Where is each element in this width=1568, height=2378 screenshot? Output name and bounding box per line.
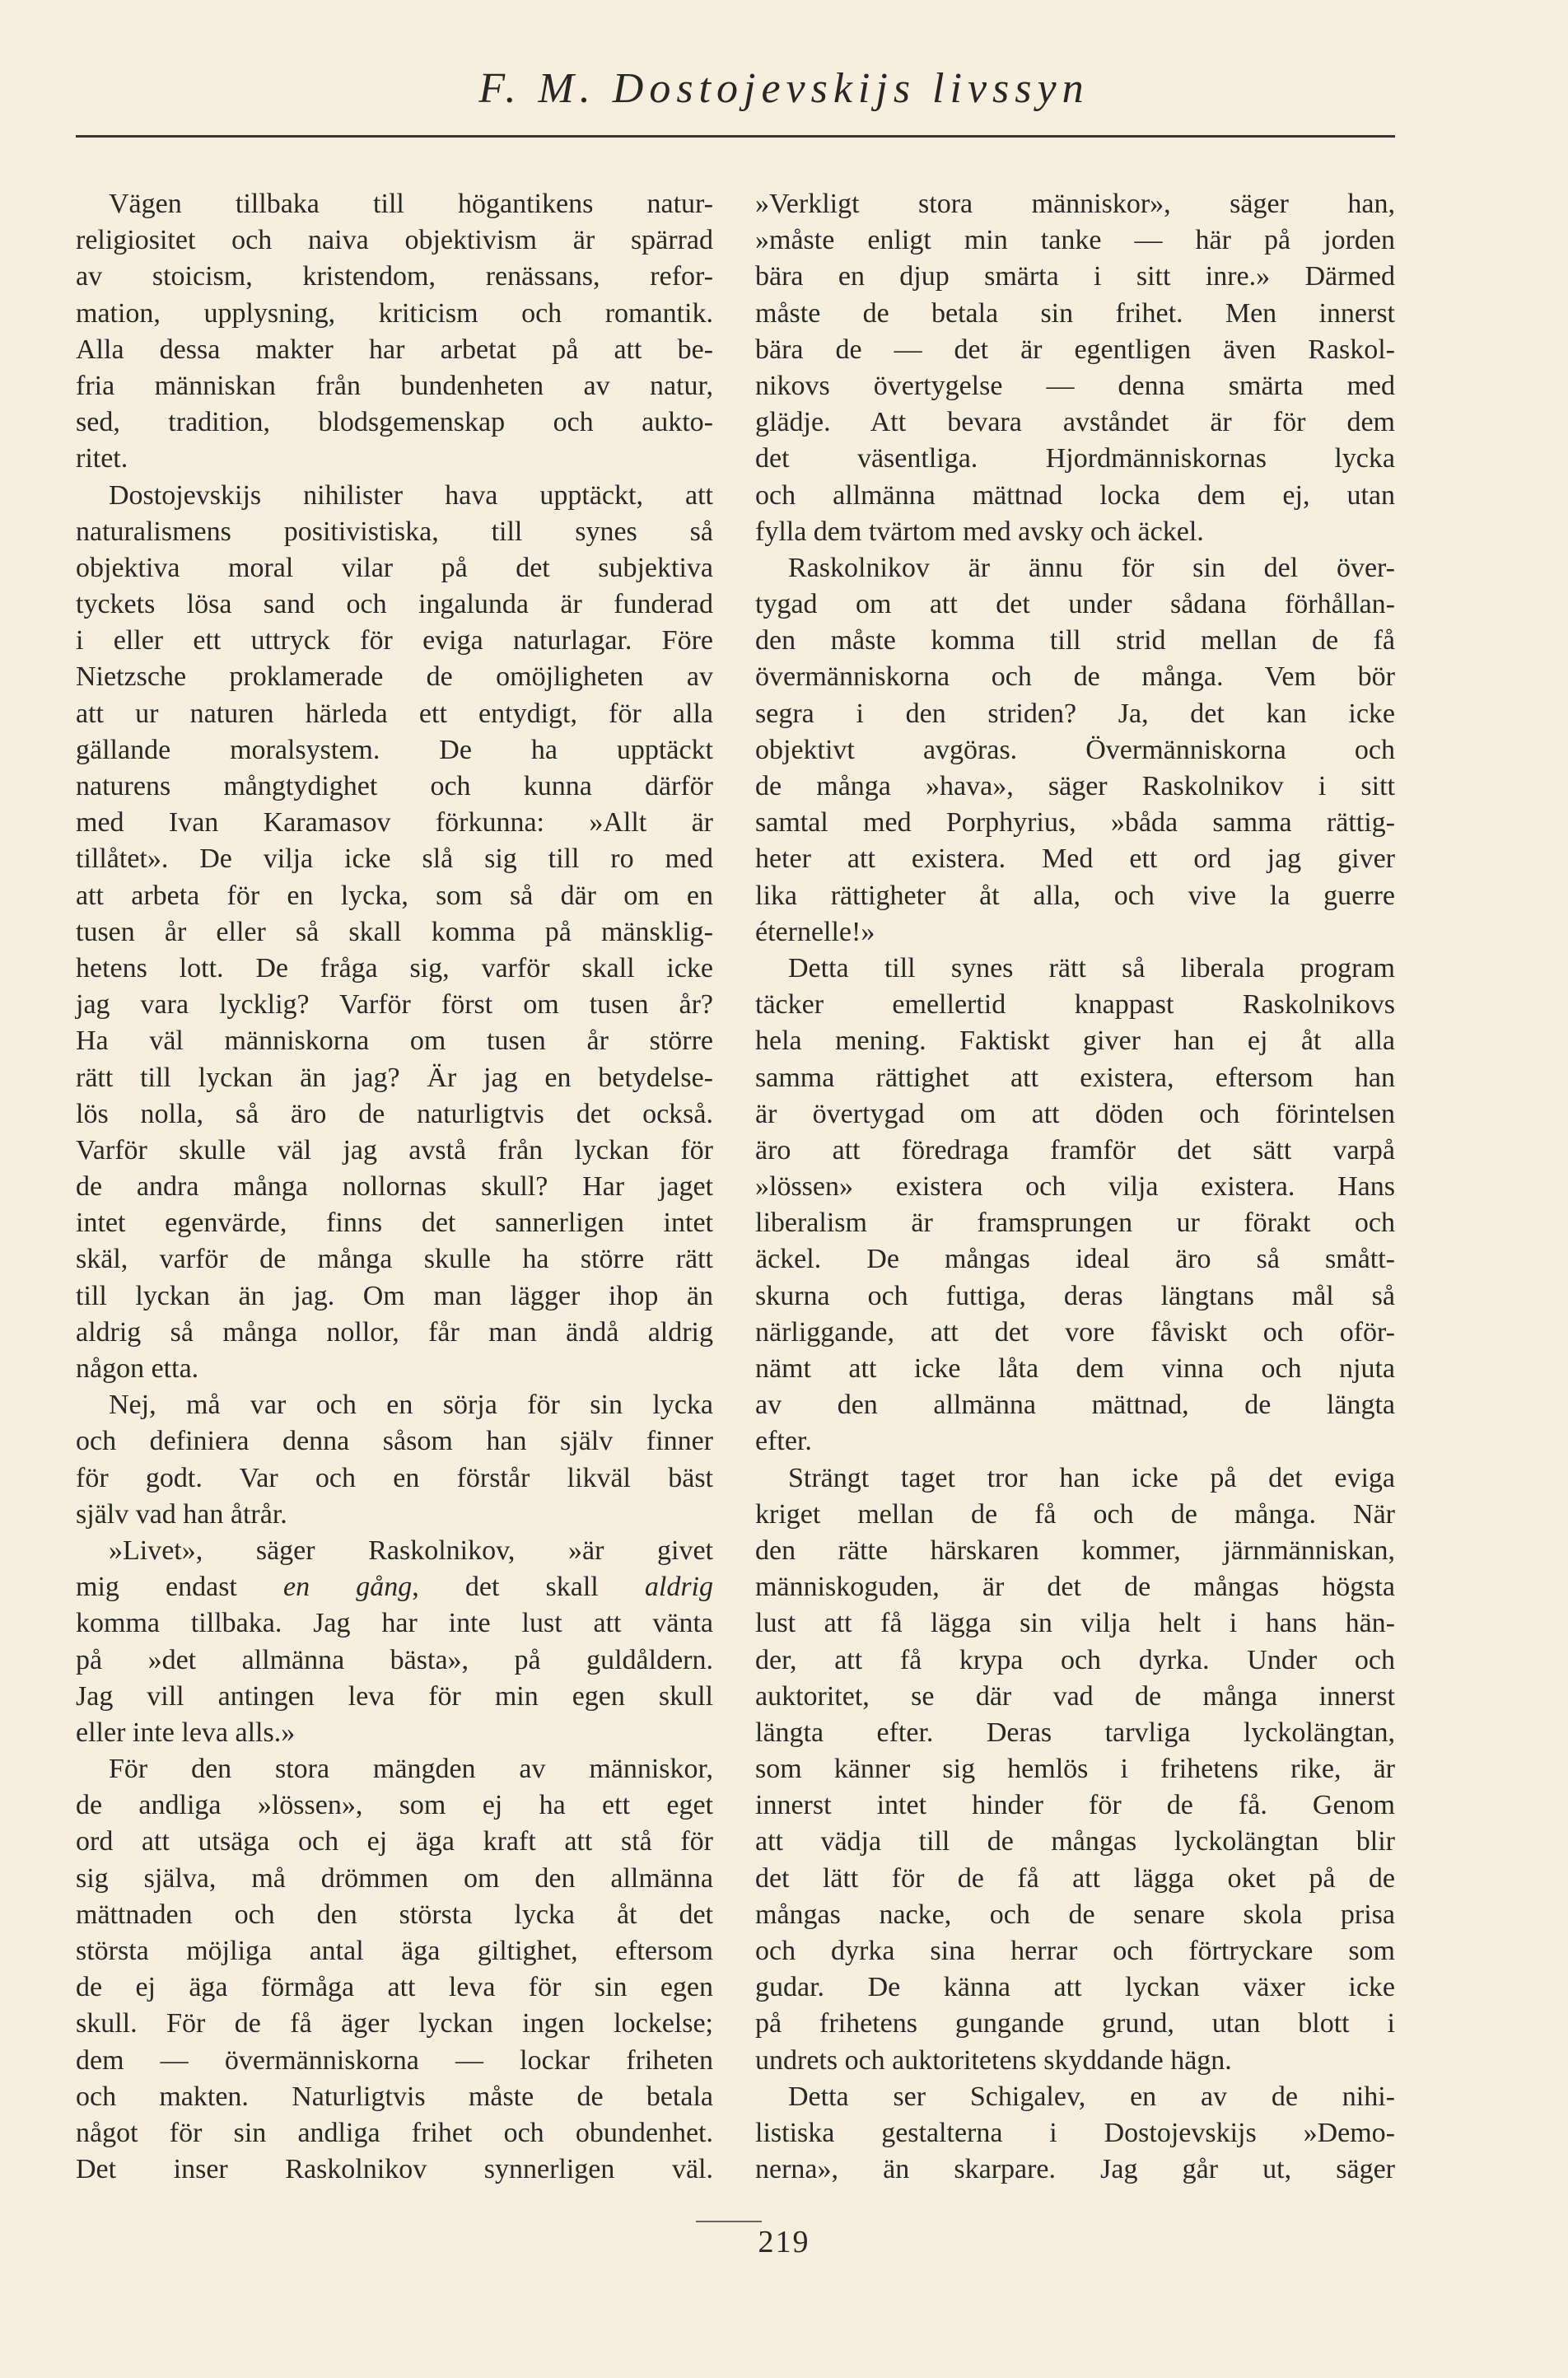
text-line: med Ivan Karamasov förkunna: »Allt är: [76, 807, 713, 839]
text-line: Dostojevskijs nihilister hava upptäckt, att: [109, 479, 713, 511]
text-line: eller inte leva alls.»: [76, 1717, 296, 1748]
text-line: »Livet», säger Raskolnikov, »är givet: [109, 1535, 713, 1566]
text-line: Nej, må var och en sörja för sin lycka: [109, 1390, 713, 1421]
text-line: segra i den striden? Ja, det kan icke: [755, 698, 1395, 729]
text-line: innerst intet hinder för de få. Genom: [755, 1790, 1395, 1821]
text-line: naturens mångtydighet och kunna därför: [76, 771, 713, 801]
text-line: gällande moralsystem. De ha upptäckt: [76, 734, 713, 765]
text-line: för godt. Var och en förstår likväl bäst: [76, 1462, 713, 1493]
text-line: aldrig så många nollor, får man ändå aldrig: [76, 1316, 713, 1348]
text-line: Nietzsche proklamerade de omöjligheten av: [76, 661, 713, 693]
text-line: de andliga »lössen», som ej ha ett eget: [76, 1790, 713, 1821]
page-number: 219: [758, 2225, 810, 2259]
text-line: liberalism är framsprungen ur förakt och: [755, 1208, 1395, 1239]
text-line: hetens lott. De fråga sig, varför skall icke: [76, 952, 713, 983]
text-line: lös nolla, så äro de naturligtvis det också.: [76, 1098, 713, 1129]
text-line: »måste enligt min tanke — här på jorden: [755, 225, 1395, 256]
italic-emphasis: en gång: [283, 1572, 413, 1603]
text-line: något för sin andliga frihet och obundenhet.: [76, 2117, 713, 2148]
text-line: objektivt avgöras. Övermänniskorna och: [755, 734, 1395, 765]
text-line: människoguden, är det de mångas högsta: [755, 1572, 1395, 1603]
text-line: någon etta.: [76, 1353, 199, 1384]
italic-emphasis: aldrig: [644, 1572, 713, 1603]
text-line: av stoicism, kristendom, renässans, refor-: [76, 261, 713, 292]
text-line: fylla dem tvärtom med avsky och äckel.: [755, 516, 1204, 547]
text-line: på frihetens gungande grund, utan blott i: [755, 2008, 1395, 2039]
text-line: hela mening. Faktiskt giver han ej åt alla: [755, 1025, 1395, 1057]
text-line: nerna», än skarpare. Jag går ut, säger: [755, 2154, 1395, 2185]
text-line: bära en djup smärta i sitt inre.» Därmed: [755, 261, 1395, 292]
text-line: skurna och futtiga, deras längtans mål så: [755, 1280, 1395, 1311]
text-line: Raskolnikov är ännu för sin del över-: [788, 552, 1395, 583]
text-line: lika rättigheter åt alla, och vive la guerre: [755, 880, 1395, 911]
text-line: den måste komma till strid mellan de få: [755, 625, 1395, 656]
text-line: Ha väl människorna om tusen år större: [76, 1025, 713, 1057]
text-line: Varför skulle väl jag avstå från lyckan för: [76, 1134, 713, 1166]
text-line: det väsentliga. Hjordmänniskornas lycka: [755, 443, 1395, 474]
text-column-left: [76, 186, 713, 2188]
text-line: nikovs övertygelse — denna smärta med: [755, 370, 1395, 401]
text-line: komma tillbaka. Jag har inte lust att vänta: [76, 1608, 713, 1639]
text-line: bära de — det är egentligen även Raskol-: [755, 334, 1395, 365]
text-line: jag vara lycklig? Varför först om tusen år?: [76, 989, 713, 1021]
text-line: auktoritet, se där vad de många innerst: [755, 1680, 1395, 1712]
text-line: att arbeta för en lycka, som så där om en: [76, 880, 713, 911]
text-column-right: [755, 186, 1395, 2188]
text-line: tyckets lösa sand och ingalunda är funderad: [76, 589, 713, 620]
text-line: tygad om att det under sådana förhållan-: [755, 589, 1395, 620]
text-line: efter.: [755, 1426, 812, 1457]
text-line: att vädja till de mångas lyckolängtan blir: [755, 1826, 1395, 1857]
text-line: dem — övermänniskorna — lockar friheten: [76, 2044, 713, 2076]
text-line: det lätt för de få att lägga oket på de: [755, 1862, 1395, 1894]
text-line: som känner sig hemlös i frihetens rike, är: [755, 1754, 1395, 1785]
text-line: största möjliga antal äga giltighet, eftersom: [76, 1936, 713, 1966]
text-line: Jag vill antingen leva för min egen skull: [76, 1680, 713, 1712]
text-line: på »det allmänna bästa», på guldåldern.: [76, 1644, 713, 1675]
text-line: av den allmänna mättnad, de längta: [755, 1390, 1395, 1421]
text-line: mättnaden och den största lycka åt det: [76, 1899, 713, 1930]
text-line: de många »hava», säger Raskolnikov i sitt: [755, 771, 1395, 801]
text-line: »Verkligt stora människor», säger han,: [755, 189, 1395, 219]
text-line: är övertygad om att döden och förintelsen: [755, 1098, 1395, 1129]
text-line: kriget mellan de få och de många. När: [755, 1498, 1395, 1530]
text-line: tillåtet». De vilja icke slå sig till ro med: [76, 843, 713, 875]
text-line: nämt att icke låta dem vinna och njuta: [755, 1353, 1395, 1384]
text-line: och allmänna mättnad locka dem ej, utan: [755, 479, 1395, 511]
text-line: längta efter. Deras tarvliga lyckolängtan,: [755, 1717, 1395, 1748]
running-header-title: F. M. Dostojevskijs livssyn: [478, 65, 1090, 112]
text-line: rätt till lyckan än jag? Är jag en betydelse-: [76, 1062, 713, 1093]
text-line: övermänniskorna och de många. Vem bör: [755, 661, 1395, 693]
text-line: heter att existera. Med ett ord jag giver: [755, 843, 1395, 875]
text-line: i eller ett uttryck för eviga naturlagar. Före: [76, 625, 713, 656]
text-line: listiska gestalterna i Dostojevskijs »Demo-: [755, 2117, 1395, 2148]
text-line: gudar. De känna att lyckan växer icke: [755, 1972, 1395, 2003]
text-line: glädje. Att bevara avståndet är för dem: [755, 407, 1395, 438]
text-line: att ur naturen härleda ett entydigt, för alla: [76, 698, 713, 729]
text-line: de andra många nollornas skull? Har jaget: [76, 1171, 713, 1203]
text-line: Vägen tillbaka till högantikens natur-: [109, 189, 713, 219]
text-line: undrets och auktoritetens skyddande hägn.: [755, 2044, 1232, 2076]
text-line: sed, tradition, blodsgemenskap och aukto-: [76, 407, 713, 438]
text-line: Strängt taget tror han icke på det eviga: [788, 1462, 1395, 1493]
text-line: ritet.: [76, 443, 128, 474]
text-line: och dyrka sina herrar och förtryckare som: [755, 1936, 1395, 1966]
text-line: mångas nacke, och de senare skola prisa: [755, 1899, 1395, 1930]
text-line: äckel. De mångas ideal äro så smått-: [755, 1244, 1395, 1275]
text-line: För den stora mängden av människor,: [109, 1754, 713, 1785]
text-line: själv vad han åtrår.: [76, 1498, 287, 1530]
text-line: Detta till synes rätt så liberala program: [788, 952, 1395, 983]
text-line: den rätte härskaren kommer, järnmänniskan,: [755, 1535, 1395, 1566]
text-segment: , det skall: [412, 1572, 645, 1603]
text-line: sig själva, må drömmen om den allmänna: [76, 1862, 713, 1894]
text-line: Alla dessa makter har arbetat på att be-: [76, 334, 713, 365]
text-line: [76, 1569, 713, 1605]
text-line: samtal med Porphyrius, »båda samma rättig-: [755, 807, 1395, 839]
text-line: måste de betala sin frihet. Men innerst: [755, 297, 1395, 329]
text-line: intet egenvärde, finns det sannerligen intet: [76, 1208, 713, 1239]
page-number-rule: [696, 2221, 762, 2222]
text-line: der, att få krypa och dyrka. Under och: [755, 1644, 1395, 1675]
text-line: »lössen» existera och vilja existera. Hans: [755, 1171, 1395, 1203]
text-line: de ej äga förmåga att leva för sin egen: [76, 1972, 713, 2003]
text-line: skäl, varför de många skulle ha större rätt: [76, 1244, 713, 1275]
text-line: ord att utsäga och ej äga kraft att stå för: [76, 1826, 713, 1857]
text-line: och makten. Naturligtvis måste de betala: [76, 2081, 713, 2112]
text-line: och definiera denna såsom han själv finner: [76, 1426, 713, 1457]
text-line: religiositet och naiva objektivism är spärrad: [76, 225, 713, 256]
text-line: Detta ser Schigalev, en av de nihi-: [788, 2081, 1395, 2112]
text-line: samma rättighet att existera, eftersom han: [755, 1062, 1395, 1093]
text-line: tusen år eller så skall komma på mänsklig-: [76, 916, 713, 947]
text-segment: mig endast: [76, 1572, 284, 1603]
header-rule: [76, 135, 1395, 138]
text-line: éternelle!»: [755, 916, 875, 947]
text-line: äro att föredraga framför det sätt varpå: [755, 1134, 1395, 1166]
text-line: skull. För de få äger lyckan ingen lockelse;: [76, 2008, 713, 2039]
text-line: täcker emellertid knappast Raskolnikovs: [755, 989, 1395, 1021]
text-line: närliggande, att det vore fåviskt och oför-: [755, 1316, 1395, 1348]
text-line: till lyckan än jag. Om man lägger ihop än: [76, 1280, 713, 1311]
text-line: mation, upplysning, kriticism och romantik.: [76, 297, 713, 329]
text-line: lust att få lägga sin vilja helt i hans hän-: [755, 1608, 1395, 1639]
text-line: objektiva moral vilar på det subjektiva: [76, 552, 713, 583]
text-line: fria människan från bundenheten av natur,: [76, 370, 713, 401]
text-line: Det inser Raskolnikov synnerligen väl.: [76, 2154, 713, 2185]
text-line: naturalismens positivistiska, till synes så: [76, 516, 713, 547]
